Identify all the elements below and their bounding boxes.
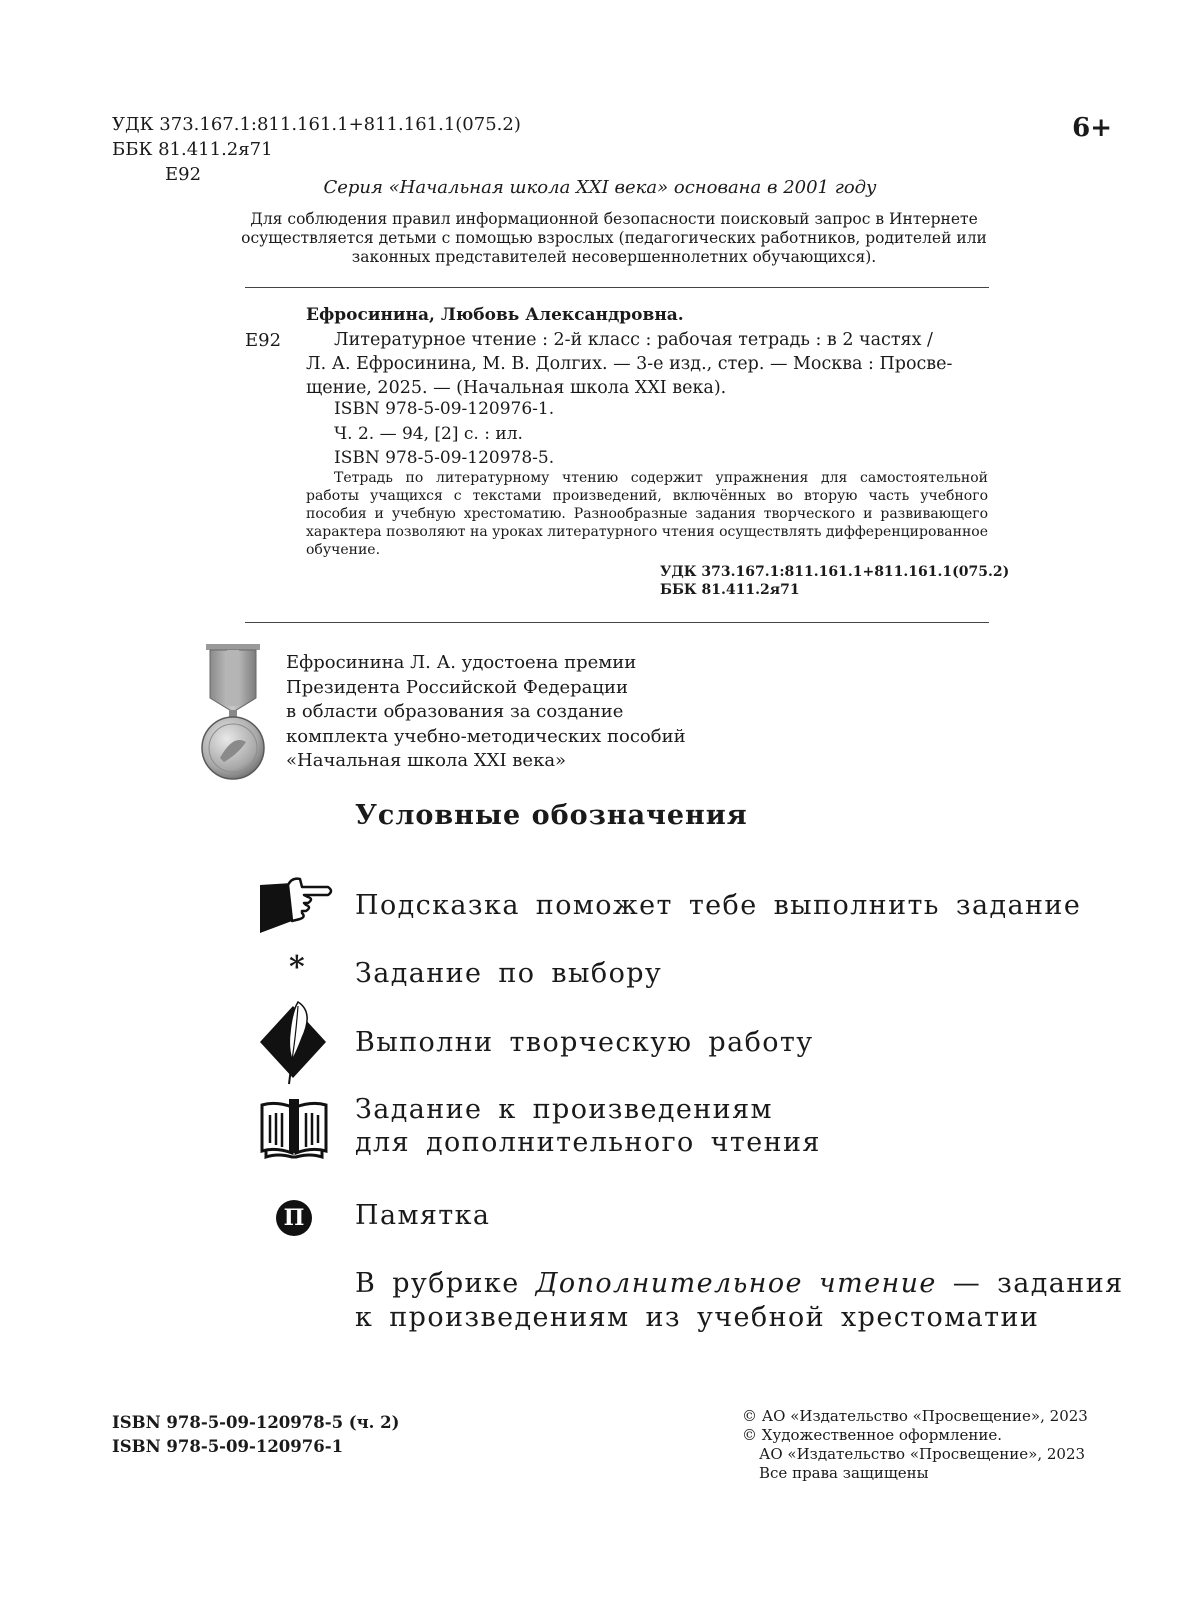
legend-item-optional: Задание по выбору xyxy=(355,958,663,989)
quill-diamond-icon xyxy=(258,998,328,1086)
catalog-title-line-3: щение, 2025. — (Начальная школа XXI века). xyxy=(306,378,727,398)
catalog-bbk: ББК 81.411.2я71 xyxy=(660,582,800,598)
catalog-author: Ефросинина, Любовь Александровна. xyxy=(306,305,684,325)
catalog-title-line-2: Л. А. Ефросинина, М. В. Долгих. — 3-е изд., стер. — Москва : Просве- xyxy=(306,354,953,374)
award-line: в области образования за создание xyxy=(286,701,624,722)
divider-bottom xyxy=(245,622,989,623)
catalog-annotation: Тетрадь по литературному чтению содержит упражнения для самостоятельной работы учащихся с текстами произведений, включённых во вторую часть учебного пособия и учебную хрестоматию. Разнообразные задания творческого и развивающего характера позволяют на уроках литературного чтения осуществлять дифференцированное обучение. xyxy=(306,470,988,558)
open-book-icon xyxy=(258,1095,330,1161)
footer-isbn-block xyxy=(112,1411,399,1459)
series-note: Серия «Начальная школа XXI века» основана в 2001 году xyxy=(323,177,877,198)
catalog-udk: УДК 373.167.1:811.161.1+811.161.1(075.2) xyxy=(660,564,1010,580)
safety-notice: Для соблюдения правил информационной безопасности поисковый запрос в Интернете осуществляется детьми с помощью взрослых (педагогических работников, родителей или законных представителей несовершеннолетних обучающихся). xyxy=(241,210,987,266)
award-line: комплекта учебно-методических пособий xyxy=(286,725,686,747)
rights-reserved: Все права защищены xyxy=(759,1464,929,1482)
rubric-note-line-2: к произведениям из учебной хрестоматии xyxy=(355,1302,1040,1333)
catalog-part: Ч. 2. — 94, [2] с. : ил. xyxy=(334,423,523,444)
rubric-note-line-1 xyxy=(355,1267,1124,1301)
award-line: Ефросинина Л. А. удостоена премии xyxy=(286,652,637,673)
divider-top xyxy=(245,287,989,288)
award-text xyxy=(286,651,686,774)
copyright-line: © Художественное оформление. xyxy=(742,1426,1003,1444)
catalog-classification xyxy=(660,563,1009,599)
catalog-code: Е92 xyxy=(245,330,282,351)
header-author-code: Е92 xyxy=(165,164,202,185)
catalog-description xyxy=(306,328,988,400)
footer-isbn-full: ISBN 978-5-09-120976-1 xyxy=(112,1437,344,1456)
asterisk-icon: * xyxy=(289,950,305,985)
copyright-line: © АО «Издательство «Просвещение», 2023 xyxy=(742,1407,1088,1425)
circle-p-icon: П xyxy=(276,1200,312,1236)
medal-icon xyxy=(198,642,268,782)
rubric-suffix: — задания xyxy=(936,1268,1124,1299)
legend-item-extra-reading-1: Задание к произведениям xyxy=(355,1094,773,1125)
header-bbk: ББК 81.411.2я71 xyxy=(112,139,273,160)
legend-item-extra-reading-2: для дополнительного чтения xyxy=(355,1127,821,1158)
legend-title: Условные обозначения xyxy=(355,800,748,831)
catalog-title-line-1: Литературное чтение : 2-й класс : рабочая тетрадь : в 2 частях / xyxy=(334,330,933,350)
legend-item-memo: Памятка xyxy=(355,1200,491,1231)
legend-item-creative: Выполни творческую работу xyxy=(355,1027,814,1058)
rubric-name: Дополнительное чтение xyxy=(535,1268,937,1299)
award-line: Президента Российской Федерации xyxy=(286,676,628,698)
catalog-isbn-block xyxy=(334,397,554,471)
copyright-line: АО «Издательство «Просвещение», 2023 xyxy=(759,1445,1086,1463)
pointing-hand-icon xyxy=(258,873,334,939)
age-rating: 6+ xyxy=(1072,113,1112,143)
legend-item-hint: Подсказка поможет тебе выполнить задание xyxy=(355,890,1082,921)
header-udk: УДК 373.167.1:811.161.1+811.161.1(075.2) xyxy=(112,114,521,135)
catalog-isbn-part: ISBN 978-5-09-120978-5. xyxy=(334,448,555,468)
copyright-block xyxy=(742,1407,1088,1483)
award-line: «Начальная школа XXI века» xyxy=(286,750,567,771)
catalog-isbn-full: ISBN 978-5-09-120976-1. xyxy=(334,399,555,419)
footer-isbn-part: ISBN 978-5-09-120978-5 (ч. 2) xyxy=(112,1413,400,1432)
rubric-prefix: В рубрике xyxy=(355,1268,536,1299)
